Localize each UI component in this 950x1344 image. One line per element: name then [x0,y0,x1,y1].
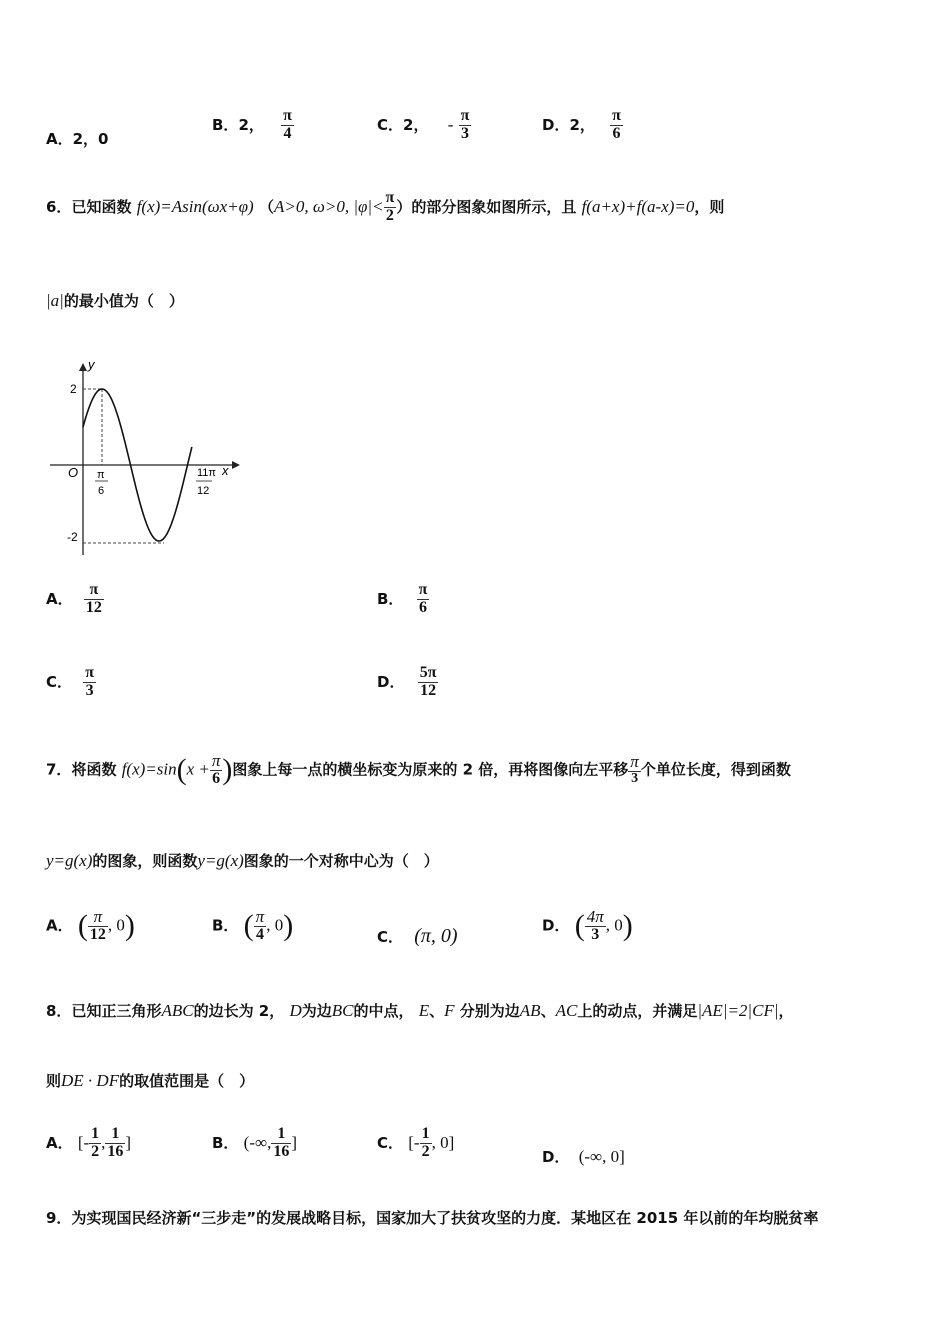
q8-option-b: B． (-∞, $\frac{1}{16}$ ] [212,1125,298,1160]
tick-pi6-num: π [97,469,105,481]
q6-option-d: D． $\frac{5\pi}{12}$ [377,664,437,699]
q5-option-d: D．2， $\frac{\pi}{6}$ [542,107,621,142]
y-max-label: 2 [70,382,77,396]
q6-option-c: C． $\frac{\pi}{3}$ [46,664,95,699]
tick-11pi12-num: 11π [197,467,217,479]
q7-option-d: D． ( $\frac{4\pi}{3}$ , 0) [542,907,633,943]
tick-11pi12-den: 12 [197,485,210,497]
q5-option-c: C．2， - $\frac{\pi}{3}$ [377,107,470,142]
q8-option-d: D． (-∞, 0] [542,1147,625,1166]
q7-option-a: A． ( $\frac{\pi}{12}$ , 0) [46,907,135,943]
q8-stem-line2: 则DE · DF的取值范围是（ ） [46,1071,255,1090]
q6-sine-graph [40,355,250,570]
q7-stem-line2: y=g(x)的图象，则函数y=g(x)图象的一个对称中心为（ ） [46,851,439,870]
q8-option-c: C． [- $\frac{1}{2}$ , 0] [377,1125,455,1160]
q6-stem-line1: 6．已知函数 f(x)=Asin(ωx+φ) （A>0, ω>0, |φ|< $\frac{\pi}{2}$ ）的部分图象如图所示，且 f(a+x)+f(a-x)=0，则 [46,189,725,224]
q7-option-c: C． (π, 0) [377,925,458,947]
q5-option-b: B．2， $\frac{\pi}{4}$ [212,107,292,142]
q6-option-b: B． $\frac{\pi}{6}$ [377,581,428,616]
tick-pi6-den: 6 [98,485,105,497]
q7-stem-line1: 7．将函数 f(x)=sin(x + $\frac{\pi}{6}$ )图象上每一点的横坐标变为原来的 2 倍，再将图像向左平移 $\frac{\pi}{3}$ 个单位长度，得到函数 [46,751,791,787]
y-min-label: -2 [67,530,78,544]
q8-stem-line1: 8．已知正三角形ABC的边长为 2， D为边BC的中点， E、F 分别为边AB、AC上的动点，并满足|AE|=2|CF|， [46,1001,794,1020]
origin-label: O [68,465,79,480]
q8-option-a: A． [- $\frac{1}{2}$ , $\frac{1}{16}$ ] [46,1125,132,1160]
x-axis-label: x [222,463,229,478]
q5-option-a: A．2，0 [46,130,109,148]
y-axis-label: y [88,357,95,372]
q9-stem: 9．为实现国民经济新“三步走”的发展战略目标，国家加大了扶贫攻坚的力度．某地区在 2015 年以前的年均脱贫率 [46,1209,819,1227]
x-axis-arrow [232,461,240,469]
y-axis-arrow [79,363,87,371]
q6-stem-line2: |a|的最小值为（ ） [46,291,184,310]
q7-option-b: B． ( $\frac{\pi}{4}$ , 0) [212,907,294,943]
q6-option-a: A． $\frac{\pi}{12}$ [46,581,102,616]
